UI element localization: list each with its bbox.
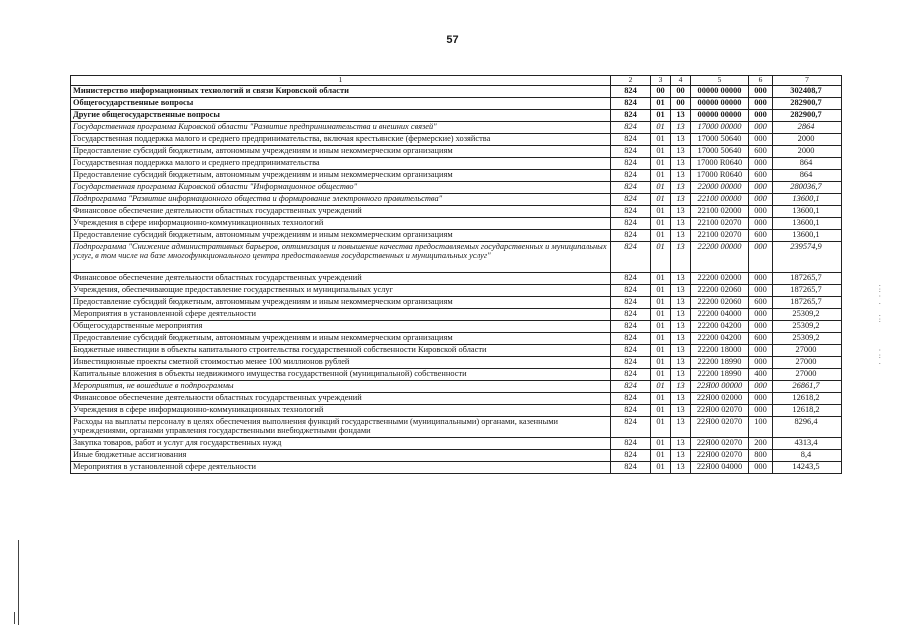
row-code: 824 xyxy=(611,333,651,345)
row-code: 01 xyxy=(651,285,671,297)
row-code: 000 xyxy=(749,86,773,98)
table-row xyxy=(71,98,842,110)
row-code: 824 xyxy=(611,110,651,122)
row-code: 01 xyxy=(651,393,671,405)
row-code: 824 xyxy=(611,393,651,405)
left-margin-line xyxy=(18,540,19,625)
row-amount: 25309,2 xyxy=(773,333,842,345)
row-code: 13 xyxy=(671,218,691,230)
row-code: 824 xyxy=(611,170,651,182)
table-row xyxy=(71,182,842,194)
row-code: 13 xyxy=(671,182,691,194)
table-row xyxy=(71,381,842,393)
row-code: 01 xyxy=(651,333,671,345)
row-code: 13 xyxy=(671,122,691,134)
table-row xyxy=(71,450,842,462)
row-code: 13 xyxy=(671,417,691,438)
row-code: 01 xyxy=(651,110,671,122)
row-code: 13 xyxy=(671,369,691,381)
row-code: 17000 R0640 xyxy=(691,158,749,170)
row-code: 400 xyxy=(749,369,773,381)
row-code: 22200 18000 xyxy=(691,345,749,357)
row-label: Предоставление субсидий бюджетным, автономным учреждениям и иным некоммерческим организациям xyxy=(71,230,611,242)
table-row xyxy=(71,405,842,417)
row-label: Учреждения, обеспечивающие предоставление государственных и муниципальных услуг xyxy=(71,285,611,297)
table-row xyxy=(71,357,842,369)
row-code: 01 xyxy=(651,230,671,242)
row-code: 824 xyxy=(611,297,651,309)
row-label: Государственная программа Кировской области "Развитие предпринимательства и внешних связей" xyxy=(71,122,611,134)
row-amount: 13600,1 xyxy=(773,218,842,230)
header-cell: 7 xyxy=(773,76,842,86)
row-code: 13 xyxy=(671,345,691,357)
row-label: Подпрограмма "Развитие информационного общества и формирование электронного правительства" xyxy=(71,194,611,206)
row-code: 600 xyxy=(749,333,773,345)
table-row xyxy=(71,438,842,450)
row-code: 824 xyxy=(611,230,651,242)
row-code: 824 xyxy=(611,146,651,158)
row-amount: 239574,9 xyxy=(773,242,842,273)
row-code: 01 xyxy=(651,345,671,357)
row-code: 00000 00000 xyxy=(691,98,749,110)
table-row xyxy=(71,393,842,405)
table-row xyxy=(71,206,842,218)
row-code: 22Я00 02070 xyxy=(691,450,749,462)
row-code: 01 xyxy=(651,417,671,438)
row-code: 17000 00000 xyxy=(691,122,749,134)
row-code: 824 xyxy=(611,158,651,170)
row-code: 22200 18990 xyxy=(691,369,749,381)
table-row xyxy=(71,297,842,309)
row-code: 000 xyxy=(749,273,773,285)
row-label: Общегосударственные мероприятия xyxy=(71,321,611,333)
page-number: 57 xyxy=(446,34,459,46)
row-code: 22200 00000 xyxy=(691,242,749,273)
row-label: Иные бюджетные ассигнования xyxy=(71,450,611,462)
row-amount: 187265,7 xyxy=(773,273,842,285)
row-code: 824 xyxy=(611,417,651,438)
row-label: Учреждения в сфере информационно-коммуникационных технологий xyxy=(71,218,611,230)
row-code: 22Я00 02070 xyxy=(691,405,749,417)
table-row xyxy=(71,369,842,381)
row-label: Государственная поддержка малого и среднего предпринимательства xyxy=(71,158,611,170)
row-code: 13 xyxy=(671,438,691,450)
row-label: Государственная программа Кировской области "Информационное общество" xyxy=(71,182,611,194)
row-code: 824 xyxy=(611,381,651,393)
row-code: 01 xyxy=(651,170,671,182)
row-code: 824 xyxy=(611,321,651,333)
header-cell: 3 xyxy=(651,76,671,86)
row-amount: 25309,2 xyxy=(773,321,842,333)
table-row xyxy=(71,110,842,122)
table-row xyxy=(71,122,842,134)
row-code: 17000 R0640 xyxy=(691,170,749,182)
row-label: Расходы на выплаты персоналу в целях обеспечения выполнения функций государственными (муниципальными) органами, казенными учреждениями, органами управления государственными внебюджетными фондами xyxy=(71,417,611,438)
row-label: Мероприятия в установленной сфере деятельности xyxy=(71,462,611,474)
row-code: 824 xyxy=(611,194,651,206)
table-row xyxy=(71,134,842,146)
row-code: 100 xyxy=(749,417,773,438)
row-code: 000 xyxy=(749,182,773,194)
row-label: Предоставление субсидий бюджетным, автономным учреждениям и иным некоммерческим организациям xyxy=(71,146,611,158)
row-code: 824 xyxy=(611,206,651,218)
row-code: 00000 00000 xyxy=(691,86,749,98)
row-code: 600 xyxy=(749,146,773,158)
row-code: 824 xyxy=(611,242,651,273)
row-label: Учреждения в сфере информационно-коммуникационных технологий xyxy=(71,405,611,417)
row-code: 01 xyxy=(651,242,671,273)
row-code: 800 xyxy=(749,450,773,462)
row-code: 13 xyxy=(671,285,691,297)
row-code: 01 xyxy=(651,206,671,218)
table-row xyxy=(71,86,842,98)
row-code: 000 xyxy=(749,309,773,321)
header-cell: 6 xyxy=(749,76,773,86)
row-code: 13 xyxy=(671,462,691,474)
row-code: 824 xyxy=(611,273,651,285)
table-row xyxy=(71,218,842,230)
row-code: 824 xyxy=(611,450,651,462)
row-label: Мероприятия, не вошедшие в подпрограммы xyxy=(71,381,611,393)
row-code: 22200 02060 xyxy=(691,297,749,309)
row-amount: 864 xyxy=(773,158,842,170)
table-row xyxy=(71,345,842,357)
row-code: 824 xyxy=(611,438,651,450)
budget-table xyxy=(70,75,842,474)
row-code: 01 xyxy=(651,182,671,194)
row-code: 00 xyxy=(651,86,671,98)
row-code: 01 xyxy=(651,381,671,393)
row-code: 22100 02070 xyxy=(691,230,749,242)
row-code: 000 xyxy=(749,285,773,297)
row-code: 824 xyxy=(611,134,651,146)
table-row xyxy=(71,417,842,438)
row-code: 000 xyxy=(749,393,773,405)
row-code: 22200 04000 xyxy=(691,309,749,321)
row-code: 13 xyxy=(671,242,691,273)
row-code: 01 xyxy=(651,405,671,417)
row-code: 824 xyxy=(611,462,651,474)
header-cell: 2 xyxy=(611,76,651,86)
row-amount: 26861,7 xyxy=(773,381,842,393)
header-cell: 5 xyxy=(691,76,749,86)
row-code: 824 xyxy=(611,345,651,357)
row-code: 13 xyxy=(671,158,691,170)
row-code: 00 xyxy=(671,98,691,110)
row-code: 000 xyxy=(749,321,773,333)
row-code: 824 xyxy=(611,218,651,230)
row-amount: 13600,1 xyxy=(773,230,842,242)
row-code: 13 xyxy=(671,206,691,218)
row-code: 13 xyxy=(671,405,691,417)
row-code: 200 xyxy=(749,438,773,450)
row-code: 13 xyxy=(671,146,691,158)
row-code: 22Я00 00000 xyxy=(691,381,749,393)
row-code: 22100 02000 xyxy=(691,206,749,218)
row-code: 824 xyxy=(611,122,651,134)
row-code: 000 xyxy=(749,218,773,230)
row-code: 22200 18990 xyxy=(691,357,749,369)
row-code: 13 xyxy=(671,450,691,462)
row-code: 13 xyxy=(671,321,691,333)
row-code: 13 xyxy=(671,230,691,242)
row-code: 00000 00000 xyxy=(691,110,749,122)
table-row xyxy=(71,170,842,182)
row-code: 824 xyxy=(611,357,651,369)
row-code: 01 xyxy=(651,194,671,206)
row-code: 22Я00 02070 xyxy=(691,438,749,450)
row-amount: 25309,2 xyxy=(773,309,842,321)
row-code: 000 xyxy=(749,110,773,122)
row-code: 600 xyxy=(749,230,773,242)
row-amount: 282900,7 xyxy=(773,110,842,122)
row-amount: 2864 xyxy=(773,122,842,134)
row-amount: 12618,2 xyxy=(773,405,842,417)
row-code: 22Я00 04000 xyxy=(691,462,749,474)
row-code: 22000 00000 xyxy=(691,182,749,194)
row-code: 13 xyxy=(671,297,691,309)
row-code: 13 xyxy=(671,273,691,285)
row-amount: 8,4 xyxy=(773,450,842,462)
row-code: 600 xyxy=(749,170,773,182)
row-code: 01 xyxy=(651,146,671,158)
row-code: 01 xyxy=(651,297,671,309)
row-code: 000 xyxy=(749,158,773,170)
row-code: 000 xyxy=(749,405,773,417)
row-code: 824 xyxy=(611,182,651,194)
row-code: 22100 00000 xyxy=(691,194,749,206)
row-label: Закупка товаров, работ и услуг для государственных нужд xyxy=(71,438,611,450)
row-code: 000 xyxy=(749,206,773,218)
row-code: 13 xyxy=(671,134,691,146)
row-code: 22200 04200 xyxy=(691,333,749,345)
table-row xyxy=(71,321,842,333)
row-amount: 4313,4 xyxy=(773,438,842,450)
row-code: 824 xyxy=(611,309,651,321)
table-row xyxy=(71,194,842,206)
row-amount: 8296,4 xyxy=(773,417,842,438)
row-code: 13 xyxy=(671,110,691,122)
row-label: Мероприятия в установленной сфере деятельности xyxy=(71,309,611,321)
row-code: 824 xyxy=(611,98,651,110)
row-amount: 13600,1 xyxy=(773,206,842,218)
row-code: 01 xyxy=(651,357,671,369)
table-row xyxy=(71,230,842,242)
table-row xyxy=(71,273,842,285)
table-row xyxy=(71,333,842,345)
header-cell: 1 xyxy=(71,76,611,86)
row-amount: 302408,7 xyxy=(773,86,842,98)
row-label: Предоставление субсидий бюджетным, автономным учреждениям и иным некоммерческим организациям xyxy=(71,297,611,309)
row-code: 22Я00 02000 xyxy=(691,393,749,405)
row-label: Общегосударственные вопросы xyxy=(71,98,611,110)
row-code: 01 xyxy=(651,369,671,381)
row-amount: 27000 xyxy=(773,369,842,381)
row-code: 00 xyxy=(671,86,691,98)
row-code: 13 xyxy=(671,194,691,206)
table-header-row xyxy=(71,76,842,86)
row-code: 000 xyxy=(749,134,773,146)
row-code: 01 xyxy=(651,122,671,134)
left-margin-tick xyxy=(14,612,15,624)
row-code: 000 xyxy=(749,122,773,134)
row-amount: 27000 xyxy=(773,345,842,357)
row-label: Предоставление субсидий бюджетным, автономным учреждениям и иным некоммерческим организациям xyxy=(71,170,611,182)
table-body xyxy=(71,76,842,474)
header-cell: 4 xyxy=(671,76,691,86)
row-code: 000 xyxy=(749,98,773,110)
row-code: 01 xyxy=(651,438,671,450)
row-code: 13 xyxy=(671,170,691,182)
row-label: Подпрограмма "Снижение административных барьеров, оптимизация и повышение качества предоставляемых государственных и муниципальных услуг, в том числе на базе многофункционального центра предоставления государственных и муниципальных услуг" xyxy=(71,242,611,273)
row-code: 000 xyxy=(749,381,773,393)
row-code: 600 xyxy=(749,297,773,309)
row-code: 824 xyxy=(611,86,651,98)
row-code: 17000 50640 xyxy=(691,134,749,146)
row-label: Министерство информационных технологий и связи Кировской области xyxy=(71,86,611,98)
row-amount: 2000 xyxy=(773,134,842,146)
row-code: 01 xyxy=(651,158,671,170)
row-amount: 187265,7 xyxy=(773,297,842,309)
row-code: 13 xyxy=(671,381,691,393)
row-code: 824 xyxy=(611,285,651,297)
row-code: 13 xyxy=(671,309,691,321)
row-label: Инвестиционные проекты сметной стоимостью менее 100 миллионов рублей xyxy=(71,357,611,369)
row-amount: 14243,5 xyxy=(773,462,842,474)
row-label: Финансовое обеспечение деятельности областных государственных учреждений xyxy=(71,393,611,405)
row-code: 22200 02000 xyxy=(691,273,749,285)
row-label: Бюджетные инвестиции в объекты капитального строительства государственной собственности Кировской области xyxy=(71,345,611,357)
row-label: Предоставление субсидий бюджетным, автономным учреждениям и иным некоммерческим организациям xyxy=(71,333,611,345)
row-label: Финансовое обеспечение деятельности областных государственных учреждений xyxy=(71,206,611,218)
row-code: 000 xyxy=(749,194,773,206)
row-code: 000 xyxy=(749,242,773,273)
row-code: 22Я00 02070 xyxy=(691,417,749,438)
table-row xyxy=(71,285,842,297)
row-code: 000 xyxy=(749,357,773,369)
row-code: 01 xyxy=(651,218,671,230)
row-amount: 864 xyxy=(773,170,842,182)
row-code: 17000 50640 xyxy=(691,146,749,158)
row-code: 01 xyxy=(651,450,671,462)
row-label: Капитальные вложения в объекты недвижимого имущества государственной (муниципальной) собственности xyxy=(71,369,611,381)
row-amount: 187265,7 xyxy=(773,285,842,297)
table-row xyxy=(71,158,842,170)
row-code: 01 xyxy=(651,98,671,110)
row-code: 000 xyxy=(749,462,773,474)
row-label: Другие общегосударственные вопросы xyxy=(71,110,611,122)
row-amount: 27000 xyxy=(773,357,842,369)
row-amount: 13600,1 xyxy=(773,194,842,206)
table-row xyxy=(71,242,842,273)
row-code: 22200 02060 xyxy=(691,285,749,297)
row-code: 824 xyxy=(611,369,651,381)
row-code: 22100 02070 xyxy=(691,218,749,230)
row-code: 824 xyxy=(611,405,651,417)
row-amount: 280036,7 xyxy=(773,182,842,194)
row-code: 01 xyxy=(651,462,671,474)
table-row xyxy=(71,309,842,321)
row-label: Финансовое обеспечение деятельности областных государственных учреждений xyxy=(71,273,611,285)
row-amount: 12618,2 xyxy=(773,393,842,405)
row-code: 01 xyxy=(651,321,671,333)
row-code: 13 xyxy=(671,333,691,345)
row-code: 22200 04200 xyxy=(691,321,749,333)
row-label: Государственная поддержка малого и среднего предпринимательства, включая крестьянские (фермерские) хозяйства xyxy=(71,134,611,146)
row-amount: 2000 xyxy=(773,146,842,158)
table-row xyxy=(71,462,842,474)
row-code: 01 xyxy=(651,134,671,146)
row-code: 01 xyxy=(651,273,671,285)
row-code: 01 xyxy=(651,309,671,321)
row-code: 13 xyxy=(671,393,691,405)
row-code: 13 xyxy=(671,357,691,369)
row-code: 000 xyxy=(749,345,773,357)
scan-artifact-dots: . : · . . : · : . xyxy=(878,281,882,366)
row-amount: 282900,7 xyxy=(773,98,842,110)
table-row xyxy=(71,146,842,158)
